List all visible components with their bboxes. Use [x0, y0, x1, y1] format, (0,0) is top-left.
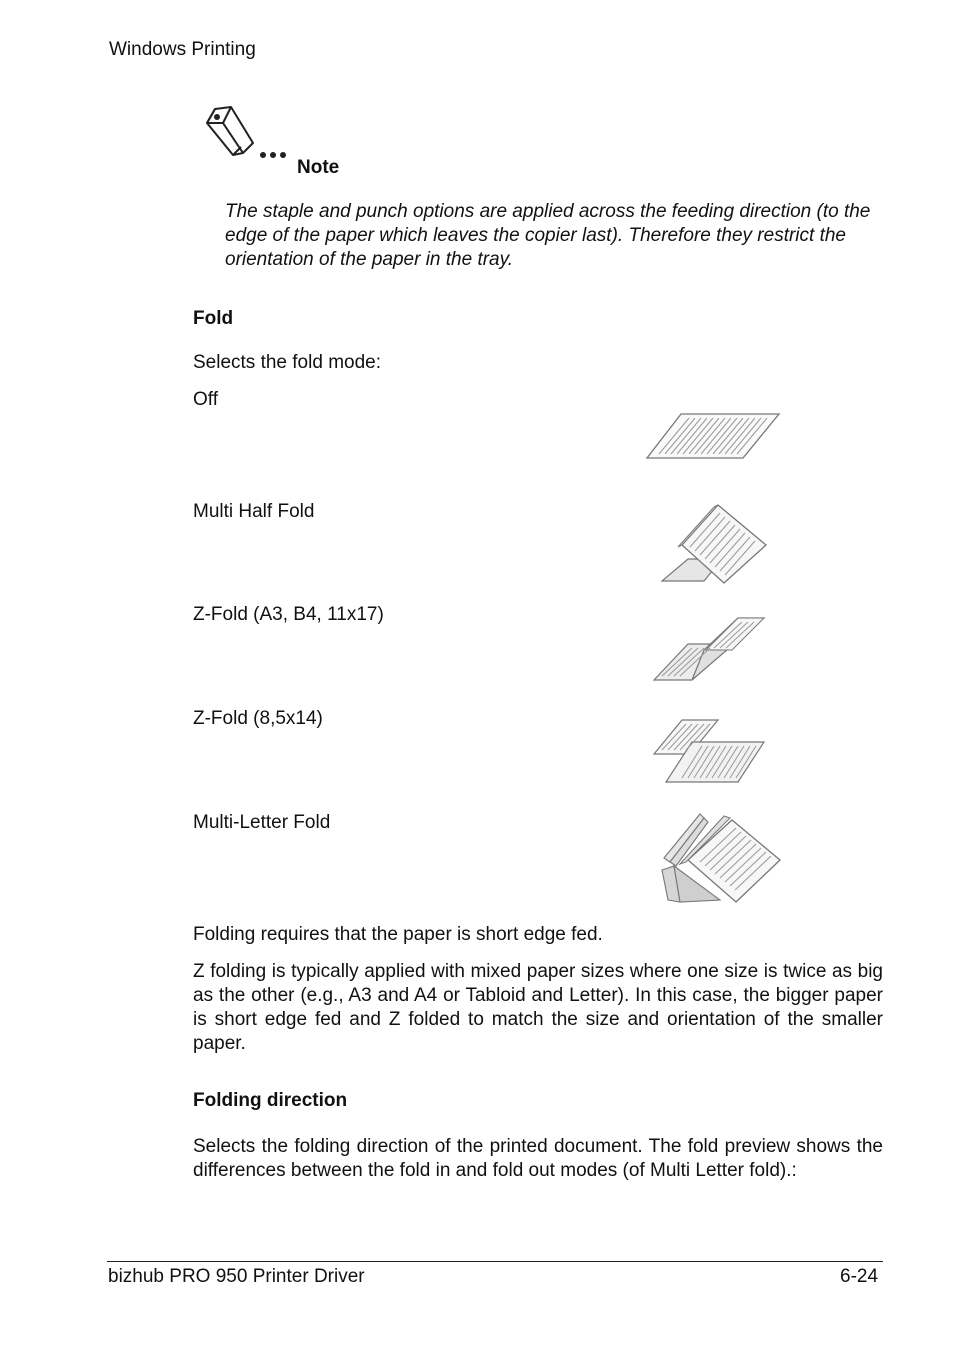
pencil-note-icon — [203, 103, 293, 167]
half-fold-icon — [658, 503, 770, 592]
running-header: Windows Printing — [109, 39, 256, 60]
short-edge-note: Folding requires that the paper is short edge fed. — [193, 924, 603, 945]
z-fold-large-icon — [652, 614, 770, 689]
fold-option-z-fold-small: Z-Fold (8,5x14) — [193, 708, 323, 729]
footer-divider — [107, 1261, 883, 1262]
letter-fold-icon — [660, 810, 784, 911]
flat-sheet-icon — [645, 412, 783, 467]
fold-option-off: Off — [193, 389, 218, 410]
note-text: The staple and punch options are applied across the feeding direction (to the edge of the paper which leaves the copier last). Therefore they restrict the orientation of the paper in the tray. — [225, 201, 871, 270]
fold-option-multi-half: Multi Half Fold — [193, 501, 315, 522]
fold-intro: Selects the fold mode: — [193, 352, 381, 373]
page-number: 6-24 — [840, 1266, 879, 1287]
z-fold-paragraph: Z folding is typically applied with mixed paper sizes where one size is twice as big as the other (e.g., A3 and A4 or Tabloid and Letter). In this case, the bigger paper is short edge fed and Z folded to match the size and orientation of the smaller paper. — [193, 961, 883, 1054]
fold-heading: Fold — [193, 308, 234, 329]
fold-option-z-fold-large: Z-Fold (A3, B4, 11x17) — [193, 604, 384, 625]
z-fold-small-icon — [652, 718, 768, 791]
footer-product: bizhub PRO 950 Printer Driver — [108, 1266, 365, 1287]
note-label: Note — [297, 157, 340, 178]
fold-option-multi-letter: Multi-Letter Fold — [193, 812, 331, 833]
folding-direction-heading: Folding direction — [193, 1090, 348, 1111]
folding-direction-text: Selects the folding direction of the printed document. The fold preview shows the differences between the fold in and fold out modes (of Multi Letter fold).: — [193, 1136, 883, 1181]
